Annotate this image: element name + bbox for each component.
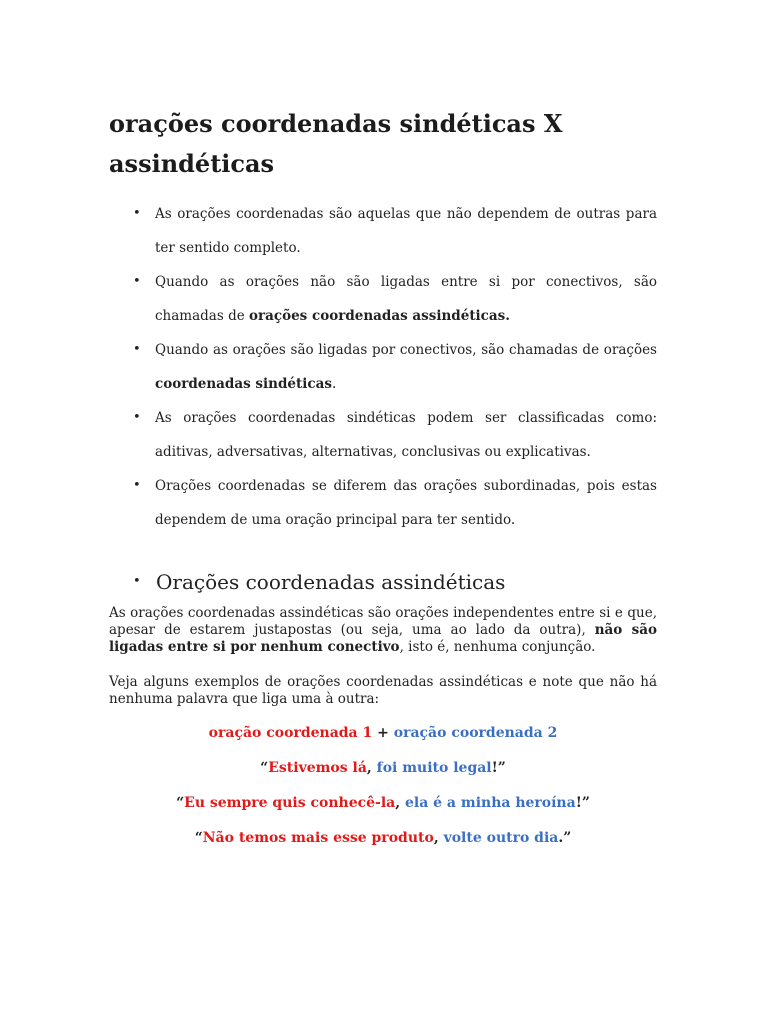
paragraph-bold-text: não são ligadas entre si por nenhum conectivo bbox=[109, 622, 657, 655]
example-item bbox=[109, 827, 657, 862]
list-item bbox=[109, 197, 657, 265]
example-list bbox=[109, 722, 657, 862]
paragraph-text: As orações coordenadas assindéticas são orações independentes entre si e que, apesar de estarem justapostas (ou seja, uma ao lado da outra), bbox=[109, 605, 657, 638]
section-heading-text: Orações coordenadas assindéticas bbox=[156, 570, 506, 594]
list-item-text: As orações coordenadas sindéticas podem ser classificadas como: aditivas, adversativas, alternativas, conclusivas ou explicativas. bbox=[155, 410, 657, 460]
list-item-bold-text: orações coordenadas assindéticas. bbox=[249, 308, 510, 324]
quote-close: .” bbox=[558, 830, 572, 846]
clause-1: Estivemos lá bbox=[268, 760, 367, 776]
paragraph-examples-intro: Veja alguns exemplos de orações coordenadas assindéticas e note que não há nenhuma palavra que liga uma à outra: bbox=[109, 674, 657, 707]
example-item bbox=[109, 757, 657, 792]
bullet-icon: • bbox=[133, 574, 141, 589]
list-item-text: Orações coordenadas se diferem das orações subordinadas, pois estas dependem de uma oração principal para ter sentido. bbox=[155, 478, 657, 528]
bullet-icon: • bbox=[133, 410, 141, 425]
list-item-text: Quando as orações são ligadas por conectivos, são chamadas de orações bbox=[155, 342, 657, 358]
section-heading bbox=[133, 564, 653, 600]
quote-open: “ bbox=[260, 760, 269, 776]
bullet-icon: • bbox=[133, 478, 141, 493]
list-item-text-end: . bbox=[331, 376, 337, 392]
clause-2: foi muito legal bbox=[376, 760, 492, 776]
list-item-text: As orações coordenadas são aquelas que não dependem de outras para ter sentido completo. bbox=[155, 206, 657, 256]
clause-1: Eu sempre quis conhecê-la bbox=[184, 795, 396, 811]
paragraph-text-end: , isto é, nenhuma conjunção. bbox=[399, 639, 596, 655]
example-item bbox=[109, 792, 657, 827]
separator: , bbox=[433, 830, 444, 846]
bullet-icon: • bbox=[133, 274, 141, 289]
document-title: orações coordenadas sindéticas X assindéticas bbox=[109, 109, 563, 178]
list-item-bold-text: coordenadas sindéticas bbox=[155, 376, 332, 392]
example-item bbox=[109, 722, 657, 757]
list-item bbox=[109, 401, 657, 469]
clause-1: oração coordenada 1 bbox=[208, 725, 373, 741]
separator: + bbox=[372, 725, 394, 741]
list-item bbox=[109, 469, 657, 537]
list-item bbox=[109, 265, 657, 333]
clause-1: Não temos mais esse produto bbox=[202, 830, 434, 846]
bullet-icon: • bbox=[133, 206, 141, 221]
clause-2: volte outro dia bbox=[443, 830, 559, 846]
clause-2: ela é a minha heroína bbox=[404, 795, 576, 811]
quote-close: !” bbox=[575, 795, 590, 811]
clause-2: oração coordenada 2 bbox=[393, 725, 558, 741]
list-item-text: Quando as orações não são ligadas entre si por conectivos, são chamadas de bbox=[155, 274, 657, 324]
quote-open: “ bbox=[176, 795, 185, 811]
quote-close: !” bbox=[491, 760, 506, 776]
bullet-icon: • bbox=[133, 342, 141, 357]
list-item bbox=[109, 333, 657, 401]
separator: , bbox=[366, 760, 377, 776]
bullet-list bbox=[109, 197, 657, 537]
quote-open: “ bbox=[194, 830, 203, 846]
separator: , bbox=[395, 795, 405, 811]
paragraph-definition bbox=[109, 605, 657, 656]
